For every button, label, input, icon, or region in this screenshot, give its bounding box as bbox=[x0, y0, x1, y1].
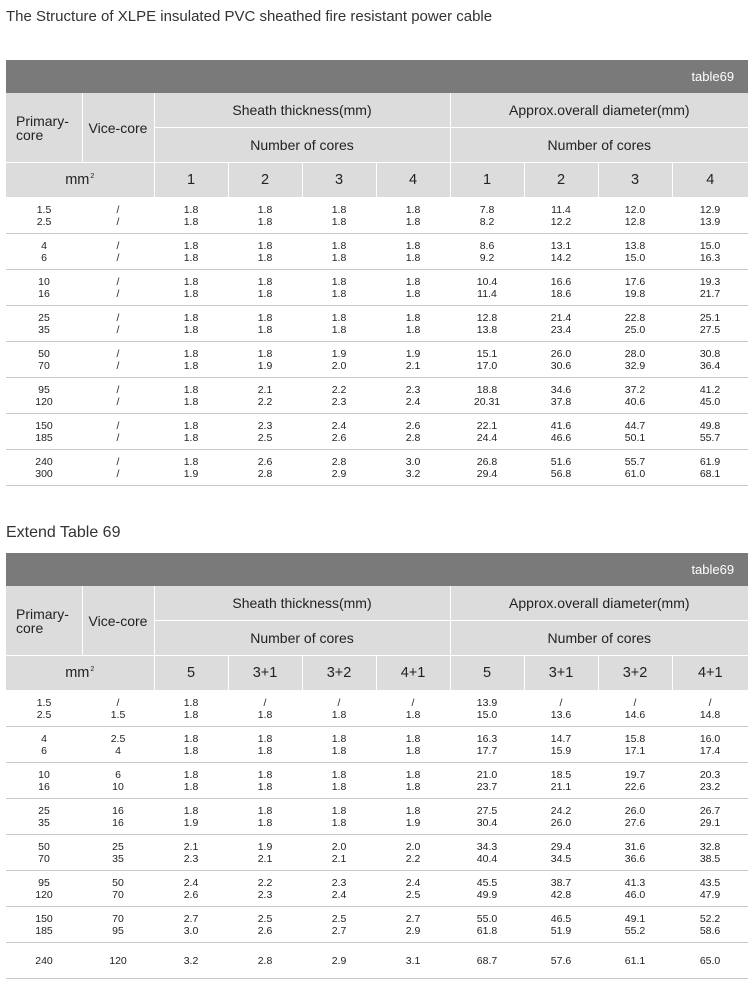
sheath-thickness-cell: 1.8 1.8 bbox=[302, 306, 376, 342]
primary-core-cell: 1.5 2.5 bbox=[6, 198, 82, 234]
table-row bbox=[6, 943, 748, 979]
overall-diameter-cell: 31.6 36.6 bbox=[598, 835, 672, 871]
vice-core-cell: 70 95 bbox=[82, 907, 154, 943]
sheath-thickness-cell: 1.8 1.8 bbox=[228, 234, 302, 270]
diameter-core-count-header: 3+1 bbox=[524, 656, 598, 691]
sheath-thickness-cell: 1.8 1.8 bbox=[302, 234, 376, 270]
sheath-thickness-cell: 1.8 1.8 bbox=[154, 342, 228, 378]
vice-core-cell: / / bbox=[82, 342, 154, 378]
overall-diameter-cell: 11.4 12.2 bbox=[524, 198, 598, 234]
overall-diameter-cell: 15.0 16.3 bbox=[672, 234, 748, 270]
overall-diameter-cell: 13.9 15.0 bbox=[450, 691, 524, 727]
overall-diameter-cell: 22.8 25.0 bbox=[598, 306, 672, 342]
sheath-core-count-header: 4 bbox=[376, 163, 450, 198]
sheath-core-count-header: 3+1 bbox=[228, 656, 302, 691]
overall-diameter-cell: 17.6 19.8 bbox=[598, 270, 672, 306]
sheath-thickness-cell: 1.8 1.8 bbox=[302, 799, 376, 835]
vice-core-cell: / / bbox=[82, 450, 154, 486]
primary-core-header: Primary-core bbox=[6, 93, 82, 163]
sheath-thickness-cell: 3.1 bbox=[376, 943, 450, 979]
vice-core-cell: 6 10 bbox=[82, 763, 154, 799]
sheath-thickness-cell: 1.9 2.1 bbox=[228, 835, 302, 871]
sheath-thickness-cell: 2.7 2.9 bbox=[376, 907, 450, 943]
page-title: The Structure of XLPE insulated PVC sheathed fire resistant power cable bbox=[6, 8, 493, 25]
table-row bbox=[6, 234, 748, 270]
overall-diameter-cell: 21.4 23.4 bbox=[524, 306, 598, 342]
sheath-thickness-cell: 1.8 1.8 bbox=[228, 727, 302, 763]
overall-diameter-cell: 21.0 23.7 bbox=[450, 763, 524, 799]
sheath-thickness-cell: 2.1 2.2 bbox=[228, 378, 302, 414]
sheath-thickness-cell: 1.8 1.8 bbox=[376, 727, 450, 763]
overall-diameter-cell: 38.7 42.8 bbox=[524, 871, 598, 907]
primary-core-cell: 50 70 bbox=[6, 835, 82, 871]
table-row bbox=[6, 691, 748, 727]
sheath-thickness-cell: / 1.8 bbox=[376, 691, 450, 727]
diameter-core-count-header: 3 bbox=[598, 163, 672, 198]
overall-diameter-cell: 19.3 21.7 bbox=[672, 270, 748, 306]
sheath-thickness-cell: 2.8 bbox=[228, 943, 302, 979]
overall-diameter-cell: 12.9 13.9 bbox=[672, 198, 748, 234]
sheath-thickness-cell: 1.8 1.8 bbox=[228, 763, 302, 799]
overall-diameter-cell: 8.6 9.2 bbox=[450, 234, 524, 270]
sheath-thickness-cell: 1.8 1.8 bbox=[154, 198, 228, 234]
vice-core-cell: 16 16 bbox=[82, 799, 154, 835]
diameter-core-count-header: 4+1 bbox=[672, 656, 748, 691]
vice-core-cell: 120 bbox=[82, 943, 154, 979]
overall-diameter-cell: 51.6 56.8 bbox=[524, 450, 598, 486]
overall-diameter-cell: 25.1 27.5 bbox=[672, 306, 748, 342]
table-row bbox=[6, 763, 748, 799]
sheath-thickness-cell: 3.0 3.2 bbox=[376, 450, 450, 486]
sheath-thickness-cell: 2.9 bbox=[302, 943, 376, 979]
diameter-core-count-header: 1 bbox=[450, 163, 524, 198]
vice-core-cell: / / bbox=[82, 198, 154, 234]
primary-core-cell: 25 35 bbox=[6, 799, 82, 835]
vice-core-header: Vice-core bbox=[82, 586, 154, 656]
table-row bbox=[6, 727, 748, 763]
sheath-thickness-header: Sheath thickness(mm) bbox=[154, 586, 450, 621]
vice-core-cell: / / bbox=[82, 378, 154, 414]
overall-diameter-cell: 55.7 61.0 bbox=[598, 450, 672, 486]
unit-header: $mm^2$ bbox=[6, 163, 154, 198]
primary-core-cell: 95 120 bbox=[6, 871, 82, 907]
overall-diameter-cell: 32.8 38.5 bbox=[672, 835, 748, 871]
sheath-thickness-cell: 1.8 1.8 bbox=[154, 306, 228, 342]
overall-diameter-cell: 49.1 55.2 bbox=[598, 907, 672, 943]
sheath-thickness-cell: 1.8 1.8 bbox=[228, 198, 302, 234]
primary-core-cell: 4 6 bbox=[6, 234, 82, 270]
overall-diameter-cell: 13.8 15.0 bbox=[598, 234, 672, 270]
sheath-thickness-cell: 2.2 2.3 bbox=[302, 378, 376, 414]
sheath-thickness-cell: 2.8 2.9 bbox=[302, 450, 376, 486]
table-row bbox=[6, 306, 748, 342]
sheath-number-of-cores-header: Number of cores bbox=[154, 621, 450, 656]
vice-core-cell: / / bbox=[82, 270, 154, 306]
overall-diameter-cell: 52.2 58.6 bbox=[672, 907, 748, 943]
diameter-core-count-header: 5 bbox=[450, 656, 524, 691]
overall-diameter-cell: 45.5 49.9 bbox=[450, 871, 524, 907]
table-row bbox=[6, 342, 748, 378]
overall-diameter-cell: 10.4 11.4 bbox=[450, 270, 524, 306]
table-row bbox=[6, 378, 748, 414]
overall-diameter-cell: 34.3 40.4 bbox=[450, 835, 524, 871]
sheath-core-count-header: 4+1 bbox=[376, 656, 450, 691]
unit-header: $mm^2$ bbox=[6, 656, 154, 691]
sheath-thickness-cell: 1.8 1.8 bbox=[302, 270, 376, 306]
overall-diameter-cell: 26.0 30.6 bbox=[524, 342, 598, 378]
primary-core-cell: 10 16 bbox=[6, 763, 82, 799]
sheath-thickness-cell: 1.8 1.8 bbox=[228, 799, 302, 835]
overall-diameter-cell: 41.2 45.0 bbox=[672, 378, 748, 414]
sheath-thickness-cell: 2.4 2.6 bbox=[154, 871, 228, 907]
sheath-thickness-cell: 2.5 2.6 bbox=[228, 907, 302, 943]
extend-table-title: Extend Table 69 bbox=[6, 524, 121, 541]
sheath-thickness-cell: 1.8 1.8 bbox=[154, 234, 228, 270]
sheath-thickness-cell: 1.8 1.8 bbox=[302, 763, 376, 799]
table-row bbox=[6, 907, 748, 943]
overall-diameter-cell: 16.3 17.7 bbox=[450, 727, 524, 763]
sheath-thickness-cell: 2.3 2.4 bbox=[302, 871, 376, 907]
overall-diameter-cell: 24.2 26.0 bbox=[524, 799, 598, 835]
sheath-thickness-cell: 1.8 1.8 bbox=[154, 763, 228, 799]
table-row bbox=[6, 270, 748, 306]
primary-core-cell: 25 35 bbox=[6, 306, 82, 342]
sheath-thickness-cell: 1.8 1.9 bbox=[376, 799, 450, 835]
overall-diameter-cell: 37.2 40.6 bbox=[598, 378, 672, 414]
sheath-thickness-cell: 1.8 1.8 bbox=[154, 270, 228, 306]
sheath-thickness-cell: 1.8 1.8 bbox=[154, 414, 228, 450]
overall-diameter-cell: 19.7 22.6 bbox=[598, 763, 672, 799]
sheath-thickness-cell: 1.8 1.8 bbox=[228, 270, 302, 306]
diameter-number-of-cores-header: Number of cores bbox=[450, 128, 748, 163]
vice-core-cell: / / bbox=[82, 414, 154, 450]
diameter-core-count-header: 4 bbox=[672, 163, 748, 198]
overall-diameter-cell: 7.8 8.2 bbox=[450, 198, 524, 234]
table-row bbox=[6, 450, 748, 486]
overall-diameter-cell: 43.5 47.9 bbox=[672, 871, 748, 907]
primary-core-header: Primary-core bbox=[6, 586, 82, 656]
overall-diameter-cell: 12.8 13.8 bbox=[450, 306, 524, 342]
sheath-thickness-cell: 1.8 1.8 bbox=[376, 306, 450, 342]
sheath-thickness-cell: 2.2 2.3 bbox=[228, 871, 302, 907]
sheath-thickness-cell: 1.8 1.8 bbox=[228, 306, 302, 342]
sheath-thickness-cell: 2.3 2.4 bbox=[376, 378, 450, 414]
overall-diameter-cell: 22.1 24.4 bbox=[450, 414, 524, 450]
overall-diameter-cell: 20.3 23.2 bbox=[672, 763, 748, 799]
overall-diameter-cell: 18.5 21.1 bbox=[524, 763, 598, 799]
sheath-thickness-cell: 1.9 2.0 bbox=[302, 342, 376, 378]
sheath-thickness-cell: 1.8 1.8 bbox=[154, 691, 228, 727]
overall-diameter-cell: 14.7 15.9 bbox=[524, 727, 598, 763]
sheath-thickness-cell: 1.9 2.1 bbox=[376, 342, 450, 378]
overall-diameter-cell: 57.6 bbox=[524, 943, 598, 979]
table-label: table69 bbox=[6, 553, 748, 586]
sheath-thickness-cell: 1.8 1.8 bbox=[376, 234, 450, 270]
primary-core-cell: 4 6 bbox=[6, 727, 82, 763]
vice-core-cell: 2.5 4 bbox=[82, 727, 154, 763]
sheath-thickness-cell: 3.2 bbox=[154, 943, 228, 979]
sheath-thickness-cell: 1.8 1.9 bbox=[154, 799, 228, 835]
overall-diameter-header: Approx.overall diameter(mm) bbox=[450, 93, 748, 128]
sheath-thickness-cell: 1.8 1.8 bbox=[302, 727, 376, 763]
sheath-thickness-cell: 2.0 2.2 bbox=[376, 835, 450, 871]
sheath-thickness-cell: 2.4 2.6 bbox=[302, 414, 376, 450]
sheath-thickness-cell: 2.5 2.7 bbox=[302, 907, 376, 943]
sheath-core-count-header: 5 bbox=[154, 656, 228, 691]
extend-cable-spec-table bbox=[6, 553, 748, 979]
primary-core-cell: 240 bbox=[6, 943, 82, 979]
primary-core-cell: 150 185 bbox=[6, 414, 82, 450]
primary-core-cell: 50 70 bbox=[6, 342, 82, 378]
primary-core-cell: 1.5 2.5 bbox=[6, 691, 82, 727]
overall-diameter-cell: 29.4 34.5 bbox=[524, 835, 598, 871]
sheath-core-count-header: 3+2 bbox=[302, 656, 376, 691]
cable-spec-table bbox=[6, 60, 748, 486]
overall-diameter-cell: 15.8 17.1 bbox=[598, 727, 672, 763]
overall-diameter-cell: 15.1 17.0 bbox=[450, 342, 524, 378]
diameter-core-count-header: 2 bbox=[524, 163, 598, 198]
overall-diameter-cell: 55.0 61.8 bbox=[450, 907, 524, 943]
table-row bbox=[6, 871, 748, 907]
overall-diameter-cell: 61.9 68.1 bbox=[672, 450, 748, 486]
vice-core-header: Vice-core bbox=[82, 93, 154, 163]
overall-diameter-cell: 28.0 32.9 bbox=[598, 342, 672, 378]
overall-diameter-header: Approx.overall diameter(mm) bbox=[450, 586, 748, 621]
vice-core-cell: / 1.5 bbox=[82, 691, 154, 727]
sheath-core-count-header: 3 bbox=[302, 163, 376, 198]
overall-diameter-cell: 61.1 bbox=[598, 943, 672, 979]
vice-core-cell: 50 70 bbox=[82, 871, 154, 907]
sheath-thickness-cell: 2.3 2.5 bbox=[228, 414, 302, 450]
sheath-thickness-cell: 1.8 1.8 bbox=[154, 727, 228, 763]
sheath-thickness-cell: 1.8 1.9 bbox=[154, 450, 228, 486]
sheath-thickness-cell: 2.6 2.8 bbox=[376, 414, 450, 450]
sheath-thickness-cell: 2.4 2.5 bbox=[376, 871, 450, 907]
table-row bbox=[6, 835, 748, 871]
table-label: table69 bbox=[6, 60, 748, 93]
overall-diameter-cell: 16.6 18.6 bbox=[524, 270, 598, 306]
sheath-thickness-cell: / 1.8 bbox=[302, 691, 376, 727]
overall-diameter-cell: 30.8 36.4 bbox=[672, 342, 748, 378]
overall-diameter-cell: 26.0 27.6 bbox=[598, 799, 672, 835]
overall-diameter-cell: 44.7 50.1 bbox=[598, 414, 672, 450]
table-row bbox=[6, 414, 748, 450]
vice-core-cell: 25 35 bbox=[82, 835, 154, 871]
sheath-number-of-cores-header: Number of cores bbox=[154, 128, 450, 163]
overall-diameter-cell: 18.8 20.31 bbox=[450, 378, 524, 414]
vice-core-cell: / / bbox=[82, 234, 154, 270]
sheath-core-count-header: 1 bbox=[154, 163, 228, 198]
overall-diameter-cell: 13.1 14.2 bbox=[524, 234, 598, 270]
diameter-core-count-header: 3+2 bbox=[598, 656, 672, 691]
overall-diameter-cell: 26.7 29.1 bbox=[672, 799, 748, 835]
sheath-thickness-cell: 2.7 3.0 bbox=[154, 907, 228, 943]
overall-diameter-cell: 65.0 bbox=[672, 943, 748, 979]
sheath-core-count-header: 2 bbox=[228, 163, 302, 198]
overall-diameter-cell: 12.0 12.8 bbox=[598, 198, 672, 234]
sheath-thickness-cell: 1.8 1.8 bbox=[376, 763, 450, 799]
vice-core-cell: / / bbox=[82, 306, 154, 342]
primary-core-cell: 150 185 bbox=[6, 907, 82, 943]
overall-diameter-cell: 26.8 29.4 bbox=[450, 450, 524, 486]
sheath-thickness-cell: 1.8 1.9 bbox=[228, 342, 302, 378]
sheath-thickness-cell: 1.8 1.8 bbox=[376, 270, 450, 306]
sheath-thickness-cell: 2.1 2.3 bbox=[154, 835, 228, 871]
sheath-thickness-cell: 2.0 2.1 bbox=[302, 835, 376, 871]
overall-diameter-cell: / 14.6 bbox=[598, 691, 672, 727]
sheath-thickness-cell: 1.8 1.8 bbox=[302, 198, 376, 234]
overall-diameter-cell: / 14.8 bbox=[672, 691, 748, 727]
overall-diameter-cell: 41.3 46.0 bbox=[598, 871, 672, 907]
overall-diameter-cell: 46.5 51.9 bbox=[524, 907, 598, 943]
primary-core-cell: 95 120 bbox=[6, 378, 82, 414]
overall-diameter-cell: 68.7 bbox=[450, 943, 524, 979]
overall-diameter-cell: 49.8 55.7 bbox=[672, 414, 748, 450]
primary-core-cell: 10 16 bbox=[6, 270, 82, 306]
sheath-thickness-cell: 1.8 1.8 bbox=[154, 378, 228, 414]
overall-diameter-cell: / 13.6 bbox=[524, 691, 598, 727]
diameter-number-of-cores-header: Number of cores bbox=[450, 621, 748, 656]
overall-diameter-cell: 27.5 30.4 bbox=[450, 799, 524, 835]
overall-diameter-cell: 16.0 17.4 bbox=[672, 727, 748, 763]
overall-diameter-cell: 41.6 46.6 bbox=[524, 414, 598, 450]
primary-core-cell: 240 300 bbox=[6, 450, 82, 486]
sheath-thickness-cell: 1.8 1.8 bbox=[376, 198, 450, 234]
sheath-thickness-cell: / 1.8 bbox=[228, 691, 302, 727]
table-row bbox=[6, 799, 748, 835]
overall-diameter-cell: 34.6 37.8 bbox=[524, 378, 598, 414]
table-row bbox=[6, 198, 748, 234]
sheath-thickness-cell: 2.6 2.8 bbox=[228, 450, 302, 486]
sheath-thickness-header: Sheath thickness(mm) bbox=[154, 93, 450, 128]
